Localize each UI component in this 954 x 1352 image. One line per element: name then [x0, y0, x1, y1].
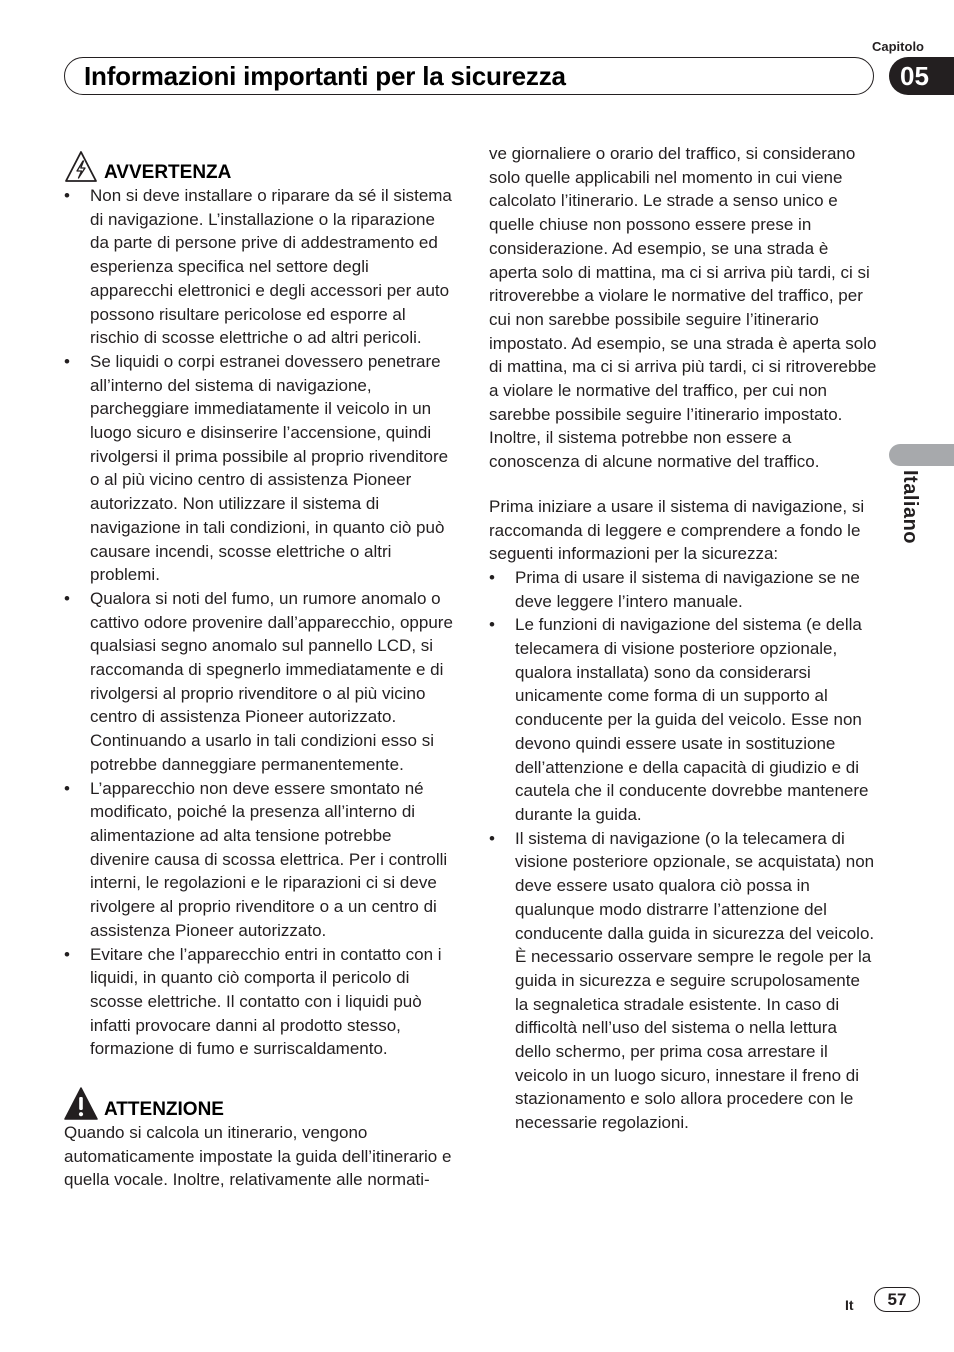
caution-text-start: Quando si calcola un itinerario, vengono automaticamente impostate la guida dell’itinerario e quella vocale. Inoltre, relativamente alle normati- [64, 1123, 452, 1190]
caution-heading [64, 1083, 454, 1121]
warning-item: • Qualora si noti del fumo, un rumore anomalo o cattivo odore provenire dall’apparecchio, oppure qualsiasi segno anomalo sul pannello LCD, si raccomanda di spegnerlo immediatamente e di rivolgersi al proprio rivenditore o al più vicino centro di assistenza Pioneer autorizzato. Continuando a usarlo in tali condizioni esso si potrebbe danneggiare permanentemente. [64, 587, 454, 777]
left-column [64, 146, 454, 1192]
caution-section [64, 1083, 454, 1192]
warning-item: • Non si deve installare o riparare da sé il sistema di navigazione. L’installazione o la riparazione da parte di persone prive di addestramento ed esperienza specifica nel settore degli apparecchi elettronici e degli accessori per auto possono risultare pericolose ed esporre al rischio di scosse elettriche o ad altri pericoli. [64, 184, 454, 350]
language-tab [889, 444, 954, 466]
caution-heading-label: ATTENZIONE [104, 1099, 224, 1121]
warning-item: • Se liquidi o corpi estranei dovessero penetrare all’interno del sistema di navigazione, parcheggiare immediatamente il veicolo in un luogo sicuro e disinserire l’accensione, quindi rivolgersi il prima possibile al proprio rivenditore o al più vicino centro di assistenza Pioneer autorizzato. Non utilizzare il sistema di navigazione in tali condizioni, in quanto ciò può causare incendi, scosse elettriche o altri problemi. [64, 350, 454, 587]
right-column [489, 142, 877, 1135]
caution-text-continued: ve giornaliere o orario del traffico, si considerano solo quelle applicabili nel momento in cui viene calcolato l’itinerario. Le strade a senso unico e quelle chiuse non possono essere prese in considerazione. Ad esempio, se una strada è aperta solo di mattina, ma ci si arriva più tardi, ci si ritroverebbe a violare le normative del traffico, per cui non sarebbe possibile seguire l’itinerario impostato. Ad esempio, se una strada è aperta solo di mattina, ma ci si arriva più tardi, ci si ritroverebbe a violare le normative del traffico, per cui non sarebbe possibile seguire l’itinerario impostato. Inoltre, il sistema potrebbe non essere a conoscenza di alcune normative del traffico. [489, 144, 877, 472]
intro-list [489, 566, 877, 1135]
warning-heading [64, 146, 454, 184]
footer-language-code: It [845, 1297, 854, 1313]
page-number: 57 [887, 1290, 907, 1309]
warning-item: • Evitare che l’apparecchio entri in contatto con i liquidi, in quanto ciò comporta il pericolo di scosse elettriche. Il contatto con i liquidi può infatti provocare danni al prodotto stesso, formazione di fumo e surriscaldamento. [64, 943, 454, 1062]
chapter-number: 05 [900, 61, 929, 91]
exclamation-triangle-icon [64, 1087, 98, 1121]
page-title: Informazioni importanti per la sicurezza [84, 61, 566, 91]
intro-item: • Prima di usare il sistema di navigazione se ne deve leggere l’intero manuale. [489, 566, 877, 613]
warning-list [64, 184, 454, 1061]
warning-item: • L’apparecchio non deve essere smontato né modificato, poiché la presenza all’interno di alimentazione ad alta tensione potrebbe divenire causa di scossa elettrica. Per i controlli interni, le regolazioni e le riparazioni ci si deve rivolgere al proprio rivenditore o a un centro di assistenza Pioneer autorizzato. [64, 777, 454, 943]
intro-paragraph: Prima iniziare a usare il sistema di navigazione, si raccomanda di leggere e comprendere a fondo le seguenti informazioni per la sicurezza: [489, 496, 865, 564]
chapter-label: Capitolo [872, 39, 924, 54]
language-label: Italiano [899, 470, 921, 545]
lightning-triangle-icon [64, 150, 98, 184]
warning-heading-label: AVVERTENZA [104, 162, 232, 183]
intro-item: • Il sistema di navigazione (o la telecamera di visione posteriore opzionale, se acquistata) non deve essere usato qualora ciò possa in qualunque modo distrarre l’attenzione del conducente dalla guida in sicurezza del veicolo. È necessario osservare sempre le regole per la guida in sicurezza e seguire scrupolosamente la segnaletica stradale esistente. In caso di difficoltà nell’uso del sistema o nella lettura dello schermo, per prima cosa arrestare il veicolo in un luogo sicuro, innestare il freno di stazionamento e solo allora procedere con le necessarie regolazioni. [489, 827, 877, 1135]
intro-item: • Le funzioni di navigazione del sistema (e della telecamera di visione posteriore opzionale, qualora installata) sono da considerarsi unicamente come forma di un supporto al conducente per la guida del veicolo. Esse non devono quindi essere usate in sostituzione dell’attenzione e della capacità di giudizio e di cautela che il conducente dovrebbe mantenere durante la guida. [489, 613, 877, 826]
